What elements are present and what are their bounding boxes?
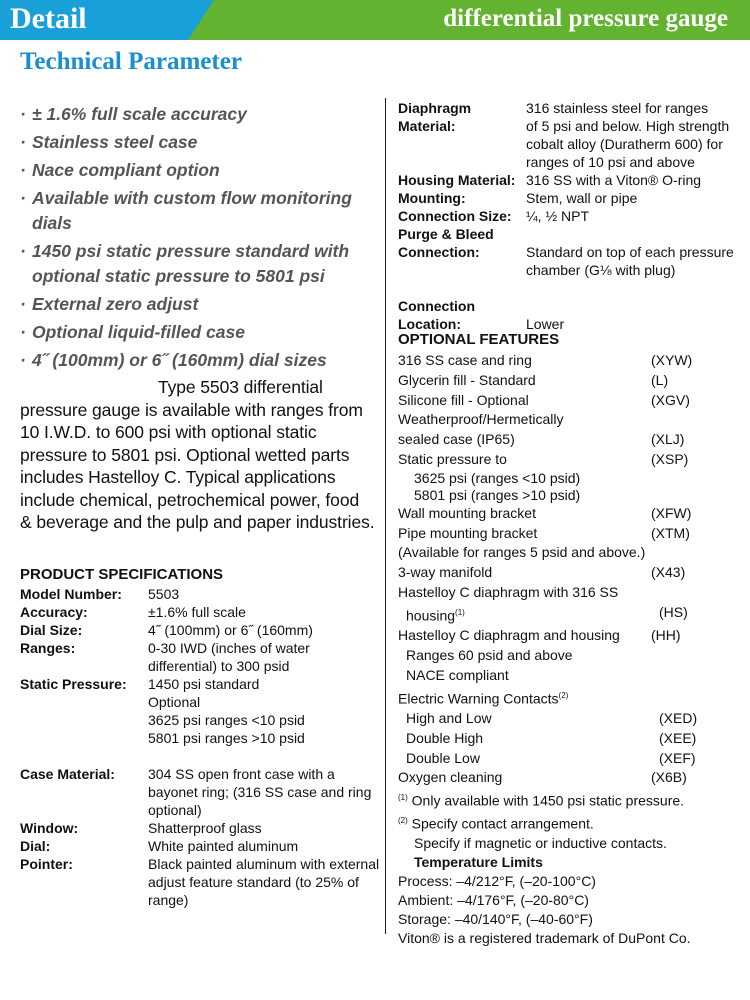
option-row — [398, 543, 738, 563]
footnote-text: Specify contact arrangement. — [411, 815, 594, 832]
technical-parameter-title: Technical Parameter — [20, 48, 242, 75]
spec-key — [20, 729, 148, 747]
spec-key: Location: — [398, 316, 461, 332]
option-row — [398, 583, 738, 603]
option-code: (XED) — [659, 710, 698, 727]
spec-row — [398, 261, 738, 279]
spec-value: 304 SS open front case with a bayonet ring; (316 SS case and ring optional) — [148, 766, 372, 818]
option-name — [398, 603, 659, 626]
temperature-ambient: Ambient: –4/176°F, (–20-80°C) — [398, 891, 589, 908]
spec-key — [398, 153, 526, 171]
spec-value: 1450 psi standard — [148, 676, 260, 692]
spec-row — [20, 603, 380, 621]
spec-key: Connection: — [398, 244, 480, 260]
option-name: Hastelloy C diaphragm with 316 SS — [398, 583, 619, 600]
option-code: (HH) — [651, 627, 681, 644]
spec-value: 4˝ (100mm) or 6˝ (160mm) — [148, 622, 313, 638]
bullet-item: · 4˝ (100mm) or 6˝ (160mm) dial sizes — [20, 348, 380, 373]
option-code: (XEE) — [659, 729, 697, 746]
spec-value: ranges of 10 psi and above — [526, 154, 695, 170]
option-name: Double High — [406, 729, 484, 746]
option-name: Hastelloy C diaphragm and housing — [398, 627, 620, 644]
spec-key: Housing Material: — [398, 172, 516, 188]
spec-row — [398, 153, 738, 171]
option-name: Weatherproof/Hermetically — [398, 411, 564, 428]
option-code — [659, 646, 738, 666]
option-row — [398, 430, 738, 450]
footnote-1 — [398, 788, 738, 811]
footnote-2 — [398, 811, 738, 834]
option-row — [398, 371, 738, 391]
spec-key: Mounting: — [398, 190, 466, 206]
spec-key: Case Material: — [20, 766, 115, 782]
option-name: Double Low — [406, 749, 480, 766]
footnote-marker: (2) — [398, 815, 408, 825]
option-name: High and Low — [406, 710, 492, 727]
spec-key: Model Number: — [20, 586, 122, 602]
temperature-limits-title: Temperature Limits — [414, 853, 543, 870]
optional-features-title: OPTIONAL FEATURES — [398, 331, 560, 348]
option-code: (XSP) — [651, 450, 689, 467]
option-row — [398, 524, 738, 544]
spec-key — [398, 261, 526, 279]
option-row — [398, 351, 738, 371]
spec-key: Ranges: — [20, 640, 76, 656]
spec-value: ±1.6% full scale — [148, 604, 246, 620]
spec-value — [526, 225, 738, 243]
header-bar — [0, 0, 750, 40]
option-row — [398, 450, 738, 470]
option-code: (L) — [651, 371, 669, 388]
spec-value: White painted aluminum — [148, 838, 299, 854]
option-code — [651, 410, 738, 430]
option-name: Oxygen cleaning — [398, 769, 503, 786]
footnote-text: Only available with 1450 psi static pressure. — [411, 792, 685, 809]
spec-value: cobalt alloy (Duratherm 600) for — [526, 136, 723, 152]
spec-key: Connection — [398, 298, 475, 314]
option-row — [398, 470, 738, 487]
spec-key: Static Pressure: — [20, 676, 127, 692]
option-name: Wall mounting bracket — [398, 504, 536, 521]
spec-value: Standard on top of each pressure — [526, 244, 734, 260]
spec-value: 316 stainless steel for ranges — [526, 100, 709, 116]
feature-bullets — [20, 102, 380, 376]
option-name — [398, 686, 651, 709]
option-code: (XFW) — [651, 504, 692, 521]
option-code: (X6B) — [651, 769, 687, 786]
option-code — [651, 583, 738, 603]
temperature-process: Process: –4/212°F, (–20-100°C) — [398, 872, 596, 889]
option-name-text: Electric Warning Contacts — [398, 690, 559, 707]
spec-value: 5503 — [148, 586, 180, 602]
option-row — [398, 729, 738, 749]
option-name: 316 SS case and ring — [398, 352, 532, 368]
trademark-note: Viton® is a registered trademark of DuPont Co. — [398, 929, 691, 946]
option-row — [398, 391, 738, 411]
spec-value: 3625 psi ranges <10 psid — [148, 712, 305, 728]
spec-row — [20, 819, 380, 837]
spec-value: 316 SS with a Viton® O-ring — [526, 172, 702, 188]
bullet-item: · Stainless steel case — [20, 130, 380, 155]
spec-key — [398, 135, 526, 153]
option-code: (X43) — [651, 564, 686, 581]
spec-value: Optional — [148, 694, 201, 710]
spec-value: 5801 psi ranges >10 psid — [148, 730, 305, 746]
spec-row — [20, 729, 380, 747]
spec-row — [398, 135, 738, 153]
spec-value: Lower — [526, 316, 565, 332]
spec-value: of 5 psi and below. High strength — [526, 118, 730, 134]
spec-key: Connection Size: — [398, 208, 512, 224]
option-code — [667, 470, 738, 487]
option-name: Ranges 60 psid and above — [406, 647, 573, 664]
option-row — [398, 603, 738, 626]
option-name: 3625 psi (ranges <10 psid) — [414, 469, 581, 486]
option-code: (XGV) — [651, 391, 690, 408]
spec-key: Diaphragm — [398, 100, 472, 116]
spec-row — [398, 207, 738, 225]
option-row — [398, 563, 738, 583]
spec-key: Pointer: — [20, 856, 73, 872]
option-code: (XTM) — [651, 524, 690, 541]
spec-value — [526, 297, 738, 315]
spec-value: ¼, ½ NPT — [526, 208, 590, 224]
option-row — [398, 768, 738, 788]
option-code: (HS) — [659, 603, 688, 620]
option-row — [398, 487, 738, 504]
spec-row — [20, 765, 380, 819]
spec-key — [20, 711, 148, 729]
spec-key: Material: — [398, 118, 456, 134]
spec-row — [398, 117, 738, 135]
optional-features-list — [398, 351, 738, 948]
footnote-marker: (1) — [455, 607, 465, 617]
option-name: Silicone fill - Optional — [398, 391, 529, 408]
spec-value: Shatterproof glass — [148, 820, 262, 836]
bullet-item: · 1450 psi static pressure standard with optional static pressure to 5801 psi — [20, 239, 380, 289]
spec-value: 0-30 IWD (inches of water differential) to 300 psid — [148, 640, 310, 674]
header-product-title: differential pressure gauge — [443, 5, 728, 32]
product-specifications-title: PRODUCT SPECIFICATIONS — [20, 566, 224, 583]
option-name: (Available for ranges 5 psid and above.) — [398, 544, 646, 561]
spec-key: Accuracy: — [20, 604, 88, 620]
spec-key — [20, 693, 148, 711]
spec-row — [398, 189, 738, 207]
bullet-item: · Optional liquid-filled case — [20, 320, 380, 345]
footnote-marker: (1) — [398, 793, 408, 803]
spec-row — [20, 693, 380, 711]
option-row — [398, 686, 738, 709]
option-code — [659, 666, 738, 686]
spec-key: Dial: — [20, 838, 51, 854]
spec-row — [398, 99, 738, 117]
option-name: 3-way manifold — [398, 564, 493, 581]
spec-key: Purge & Bleed — [398, 226, 494, 242]
option-row — [398, 626, 738, 646]
option-name-text: housing — [406, 607, 456, 624]
product-specifications-table — [20, 585, 380, 909]
spec-row — [20, 855, 380, 909]
option-code — [651, 686, 738, 709]
bullet-item: · Nace compliant option — [20, 158, 380, 183]
column-divider — [385, 98, 386, 934]
option-row — [398, 646, 738, 666]
option-name: sealed case (IP65) — [398, 431, 515, 448]
option-code — [667, 487, 738, 504]
option-row — [398, 666, 738, 686]
option-code: (XYW) — [651, 352, 693, 368]
header-detail-title: Detail — [10, 2, 87, 35]
option-name: 5801 psi (ranges >10 psid) — [414, 486, 581, 503]
temperature-storage: Storage: –40/140°F, (–40-60°F) — [398, 910, 593, 927]
bullet-item: · External zero adjust — [20, 292, 380, 317]
spec-row — [20, 621, 380, 639]
option-code: (XLJ) — [651, 431, 685, 448]
option-code: (XEF) — [659, 749, 696, 766]
spec-key: Dial Size: — [20, 622, 83, 638]
spec-key: Window: — [20, 820, 79, 836]
bullet-item: · ± 1.6% full scale accuracy — [20, 102, 380, 127]
option-name: NACE compliant — [406, 666, 509, 683]
footnote-2-continued: Specify if magnetic or inductive contacts. — [414, 834, 667, 851]
spec-row — [20, 585, 380, 603]
footnote-marker: (2) — [558, 690, 569, 700]
option-name: Glycerin fill - Standard — [398, 371, 536, 388]
spec-value: Black painted aluminum with external adjust feature standard (to 25% of range) — [148, 856, 380, 908]
intro-paragraph: Type 5503 differential pressure gauge is available with ranges from 10 I.W.D. to 600 psi with optional static pressure to 5801 psi. Optional wetted parts includes Hastelloy C. Typical applications include chemical, petrochemical power, food & beverage and the pulp and paper industries. — [20, 377, 375, 532]
spec-row — [20, 675, 380, 693]
spec-row — [398, 297, 738, 315]
material-specifications-table — [398, 99, 738, 333]
option-name: Pipe mounting bracket — [398, 524, 538, 541]
spec-row — [20, 711, 380, 729]
option-row — [398, 709, 738, 729]
option-row — [398, 410, 738, 430]
option-row — [398, 749, 738, 769]
spec-value: chamber (G⅛ with plug) — [526, 262, 676, 278]
option-name: Static pressure to — [398, 450, 507, 467]
spec-row — [398, 171, 738, 189]
spec-row — [398, 243, 738, 261]
spec-row — [398, 225, 738, 243]
bullet-item: · Available with custom flow monitoring dials — [20, 186, 380, 236]
spec-row — [20, 837, 380, 855]
spec-row — [20, 639, 380, 675]
option-row — [398, 504, 738, 524]
spec-value: Stem, wall or pipe — [526, 190, 638, 206]
